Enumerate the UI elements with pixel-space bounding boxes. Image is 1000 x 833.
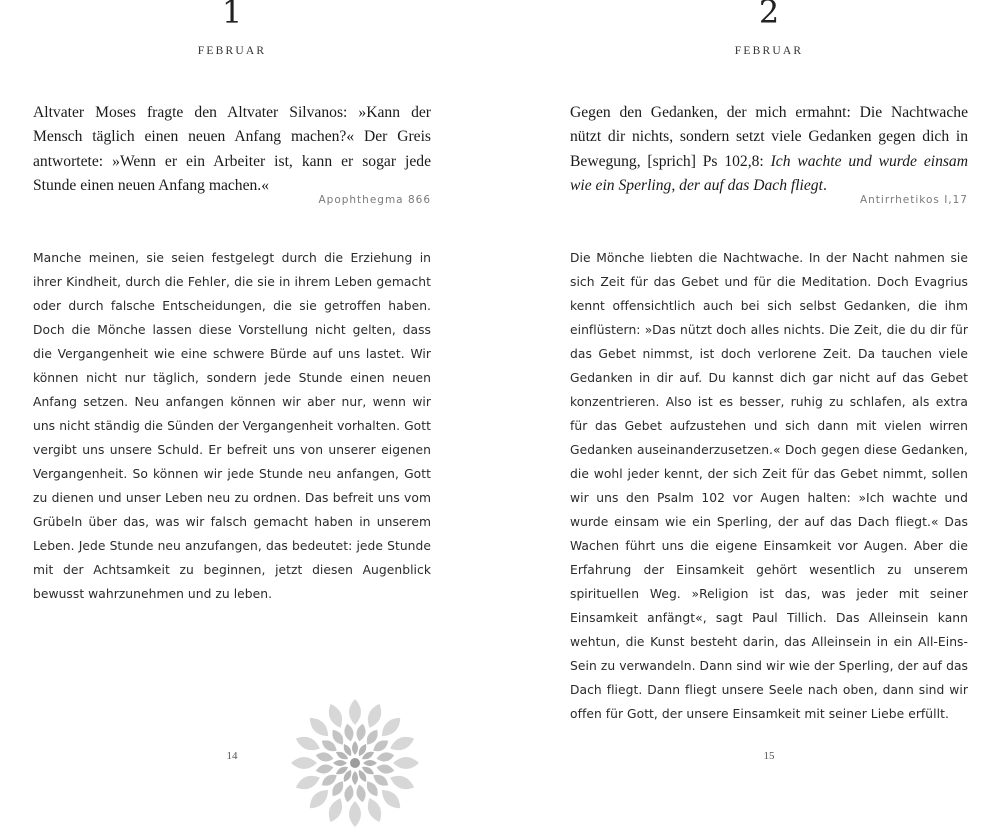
mandala-petal [291, 757, 317, 769]
mandala-petal [333, 760, 347, 766]
mandala-petal [294, 772, 323, 793]
mandala-petal [388, 733, 417, 754]
mandala-petal [352, 741, 358, 755]
mandala-petal [306, 786, 333, 813]
mandala-petal [306, 714, 333, 741]
mandala-petal [376, 763, 395, 775]
mandala-petal [378, 786, 405, 813]
mandala-petal [364, 702, 385, 731]
mandala-petal [325, 796, 346, 825]
quote-text: Altvater Moses fragte den Altvater Silvanos: »Kann der Mensch täglich einen neuen Anfang machen?« Der Greis antwortete: »Wenn er ein Arbeiter ist, kann er sogar jede Stunde einen neuen Anfang machen.« [33, 104, 431, 194]
left-page [33, 0, 431, 800]
mandala-petal [343, 784, 355, 803]
quote-text-italic: Ich wachte und wurde einsam wie ein Sperling, der auf das Dach fliegt [570, 152, 968, 194]
month-label: FEBRUAR [734, 45, 804, 57]
mandala-petal [294, 733, 323, 754]
mandala-petal [393, 757, 419, 769]
quote-text-plain: Gegen den Gedanken, der mich ermahnt: Die Nachtwache nützt dir nichts, sondern setzt viele Gedanken gegen dich in Bewegung, [sprich] Ps 102,8: [570, 104, 968, 170]
mandala-petal [364, 796, 385, 825]
mandala-petal [325, 702, 346, 731]
mandala-petal [349, 801, 361, 827]
mandala-svg [290, 698, 420, 828]
mandala-center [350, 758, 360, 768]
quote-text [570, 101, 968, 198]
quote-source: Apophthegma 866 [318, 194, 431, 206]
day-number: 2 [758, 0, 780, 31]
quote-text-end: . [822, 176, 827, 194]
mandala-petal [349, 699, 361, 725]
mandala-petal [376, 751, 395, 763]
commentary-text: Manche meinen, sie seien festgelegt durch die Erziehung in ihrer Kindheit, durch die Fehler, die sie in ihrem Leben gemacht oder durch falsche Entscheidungen, die sie getroffen haben. Doch die Mönche lassen diese Vorstellung nicht gelten, dass die Vergangenheit wie eine schwere Bürde auf uns lastet. Wir können nicht nur täglich, sondern jede Stunde einen neuen Anfang setzen. Neu anfangen können wir aber nur, wenn wir uns nicht ständig die Sünden der Vergangenheit vorhalten. Gott vergibt uns unsere Schuld. Er befreit uns von unserer eigenen Vergangenheit. So können wir jede Stunde neu anfangen, Gott zu dienen und unser Leben neu zu ordnen. Das befreit uns vom Grübeln über das, was wir falsch gemacht haben in unserem Leben. Jede Stunde neu anzufangen, das bedeutet: jede Stunde mit der Achtsamkeit zu beginnen, jetzt diesen Augenblick bewusst wahrzunehmen und zu leben. [33, 251, 431, 601]
commentary-text: Die Mönche liebten die Nachtwache. In der Nacht nahmen sie sich Zeit für das Gebet und für die Meditation. Doch Evagrius kennt offensichtlich auch bei sich selbst Gedanken, die ihm einflüstern: »Das nützt doch alles nichts. Die Zeit, die du dir für das Gebet nimmst, ist doch verlorene Zeit. Da tauchen viele Gedanken in dir auf. Du kannst dich gar nicht auf das Gebet konzentrieren. Also ist es besser, ruhig zu schlafen, als extra für das Gebet aufzustehen und sich dann mit vielen wirren Gedanken auseinanderzusetzen.« Doch gegen diese Gedanken, die wohl jeder kennt, der sich Zeit für das Gebet nimmt, sollen wir uns den Psalm 102 vor Augen halten: »Ich wachte und wurde einsam wie ein Sperling, der auf das Dach fliegt.« Das Wachen führt uns die eigene Einsamkeit vor Augen. Aber die Erfahrung der Einsamkeit gehört wesentlich zu unserem spirituellen Weg. »Religion ist das, was jeder mit seiner Einsamkeit anfängt«, sagt Paul Tillich. Das Alleinsein kann wehtun, die Kunst besteht darin, das Alleinsein in ein All-Eins-Sein zu verwandeln. Dann sind wir wie der Sperling, der auf das Dach fliegt. Dann fliegt unsere Seele nach oben, dann sind wir offen für Gott, der unsere Einsamkeit mit seiner Liebe erfüllt. [570, 251, 968, 721]
day-number: 1 [221, 0, 243, 31]
mandala-petal [363, 760, 377, 766]
mandala-petal [315, 763, 334, 775]
month-label: FEBRUAR [197, 45, 267, 57]
mandala-petal [388, 772, 417, 793]
right-page [570, 0, 968, 800]
quote-source: Antirrhetikos I,17 [859, 194, 968, 206]
mandala-petal [355, 784, 367, 803]
mandala-petal [378, 714, 405, 741]
page-number: 15 [763, 750, 775, 762]
mandala-petal [343, 723, 355, 742]
page-number: 14 [226, 750, 238, 762]
mandala-petal [315, 751, 334, 763]
mandala-ornament-icon [290, 698, 420, 828]
mandala-petal [352, 771, 358, 785]
mandala-petal [355, 723, 367, 742]
